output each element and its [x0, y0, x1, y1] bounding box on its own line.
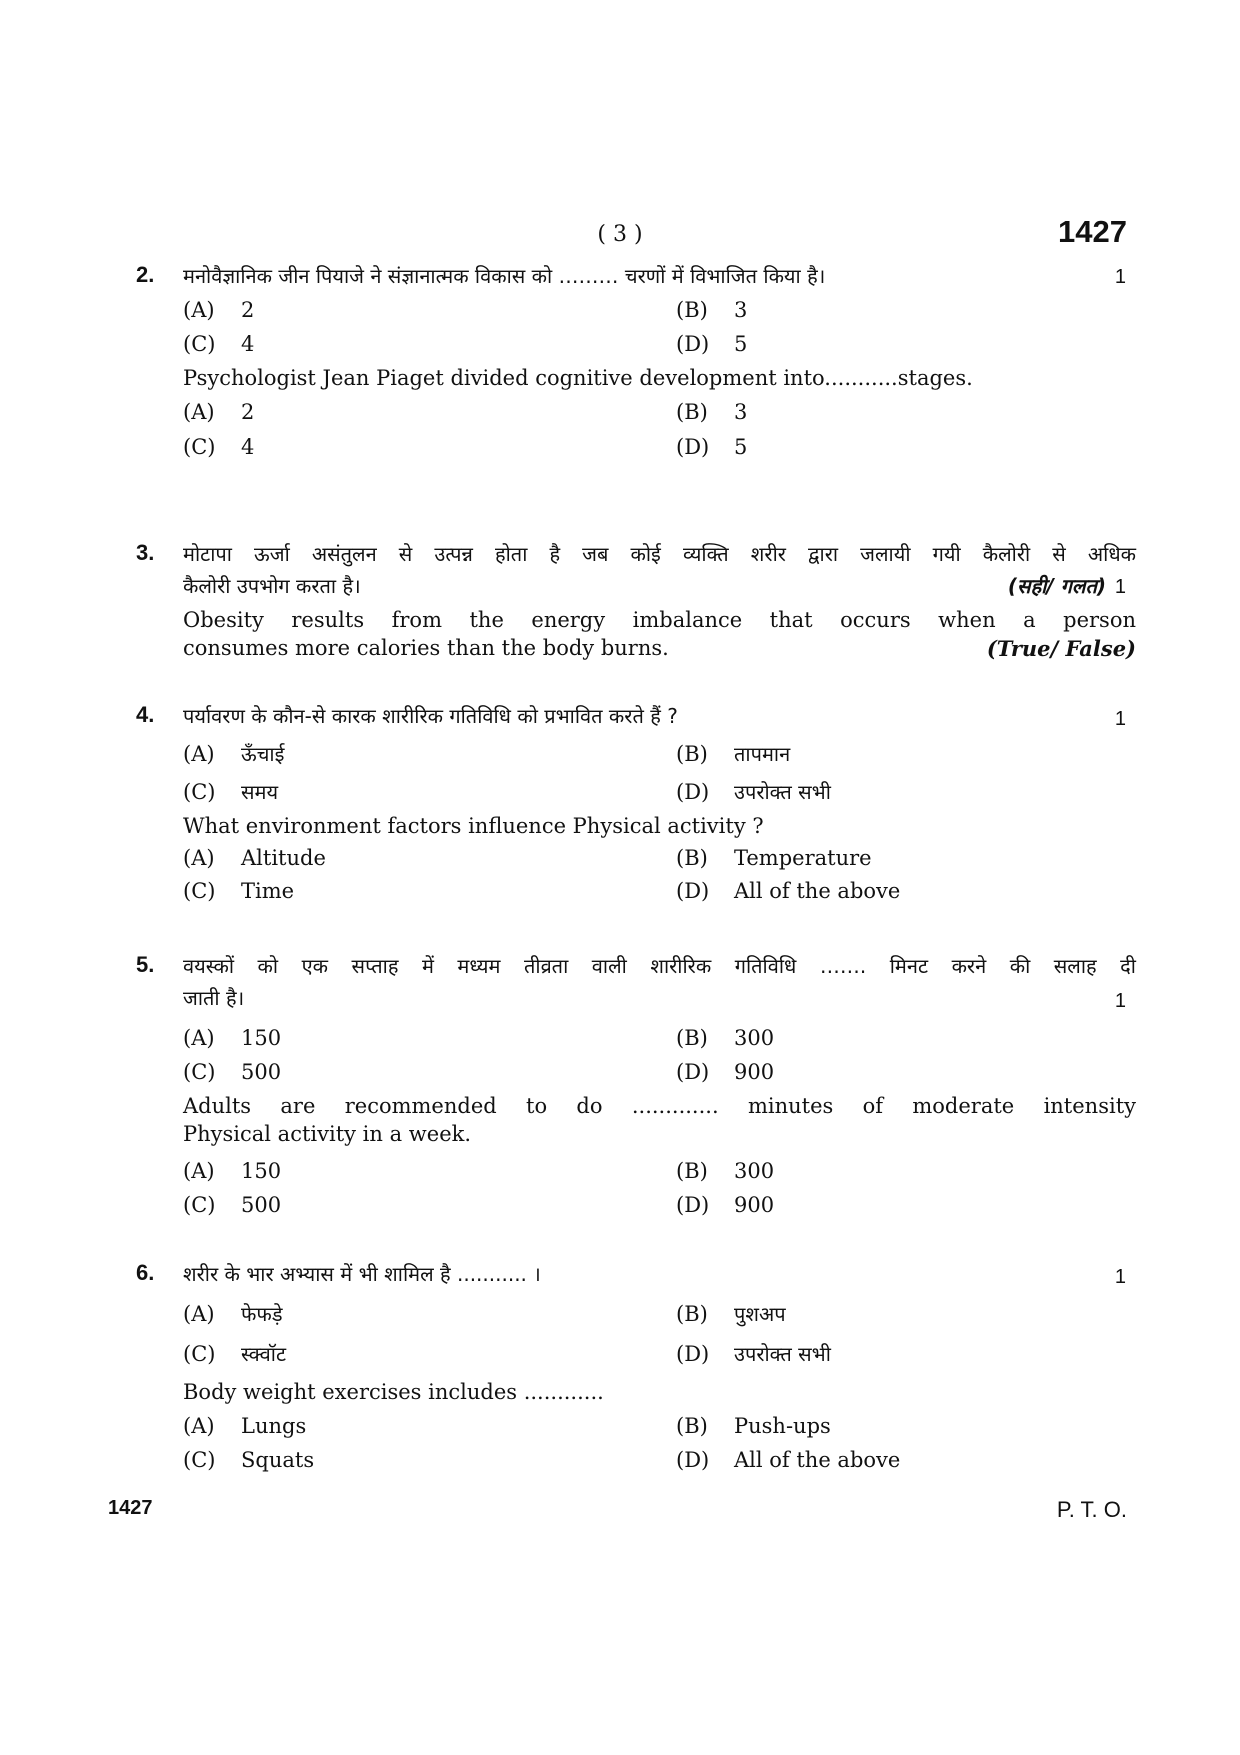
- question-text-english-line2: Physical activity in a week.: [183, 1122, 472, 1146]
- question-6: [136, 1258, 1136, 1488]
- option-d-hindi: (D) उपरोक्त सभी: [676, 780, 831, 804]
- question-text-english-line1: Adults are recommended to do ............. minutes of moderate intensity: [183, 1094, 1136, 1118]
- page-number: ( 3 ): [597, 222, 643, 247]
- question-text-english-line1: Obesity results from the energy imbalance that occurs when a person: [183, 608, 1136, 632]
- question-text-hindi: मनोवैज्ञानिक जीन पियाजे ने संज्ञानात्मक विकास को ……… चरणों में विभाजित किया है।: [183, 264, 826, 288]
- option-a-english: (A) 150: [183, 1159, 282, 1183]
- option-c-hindi: (C) समय: [183, 780, 279, 804]
- question-text-english: Body weight exercises includes ............: [183, 1380, 604, 1404]
- question-number: 4.: [136, 702, 155, 727]
- marks: 1: [1114, 708, 1126, 730]
- option-c-english: (C) Squats: [183, 1448, 315, 1472]
- true-false-hindi: (सही/ गलत): [1007, 574, 1106, 598]
- question-text-hindi: पर्यावरण के कौन-से कारक शारीरिक गतिविधि को प्रभावित करते हैं ?: [183, 704, 678, 728]
- question-number: 3.: [136, 540, 155, 565]
- marks: 1: [1114, 266, 1126, 288]
- option-a-english: (A) Lungs: [183, 1414, 307, 1438]
- option-d-hindi: (D) उपरोक्त सभी: [676, 1342, 831, 1366]
- option-b-hindi: (B) तापमान: [676, 742, 791, 766]
- question-text-english-line2: consumes more calories than the body burns.: [183, 636, 669, 660]
- question-text-hindi-line1: वयस्कों को एक सप्ताह में मध्यम तीव्रता वाली शारीरिक गतिविधि ……. मिनट करने की सलाह दी: [183, 954, 1136, 978]
- question-number: 5.: [136, 952, 155, 977]
- option-c-english: (C) 4: [183, 435, 255, 459]
- option-a-english: (A) Altitude: [183, 846, 326, 870]
- marks: 1: [1114, 1266, 1126, 1288]
- question-text-english: What environment factors influence Physical activity ?: [183, 814, 764, 838]
- option-a-hindi: (A) ऊँचाई: [183, 742, 285, 766]
- option-d-english: (D) All of the above: [676, 1448, 901, 1472]
- option-b-hindi: (B) पुशअप: [676, 1302, 786, 1326]
- option-d-english: (D) All of the above: [676, 879, 901, 903]
- option-d-english: (D) 900: [676, 1193, 775, 1217]
- question-number: 2.: [136, 262, 155, 287]
- question-text-hindi-line1: मोटापा ऊर्जा असंतुलन से उत्पन्न होता है जब कोई व्यक्ति शरीर द्वारा जलायी गयी कैलोरी से अधिक: [183, 542, 1136, 566]
- option-c-hindi: (C) 500: [183, 1060, 282, 1084]
- paper-code: 1427: [1058, 214, 1127, 249]
- footer-paper-code: 1427: [108, 1497, 153, 1519]
- question-text-hindi: शरीर के भार अभ्यास में भी शामिल है ........... ।: [183, 1262, 541, 1286]
- option-c-english: (C) Time: [183, 879, 295, 903]
- marks: 1: [1114, 576, 1126, 598]
- option-c-hindi: (C) 4: [183, 332, 255, 356]
- option-d-english: (D) 5: [676, 435, 748, 459]
- option-b-hindi: (B) 300: [676, 1026, 775, 1050]
- question-text-english: Psychologist Jean Piaget divided cognitive development into...........stages.: [183, 366, 973, 390]
- marks: 1: [1114, 990, 1126, 1012]
- question-3: [136, 538, 1136, 668]
- question-number: 6.: [136, 1260, 155, 1285]
- option-d-hindi: (D) 5: [676, 332, 748, 356]
- question-2: [136, 260, 1136, 500]
- option-b-english: (B) 3: [676, 400, 748, 424]
- option-b-english: (B) 300: [676, 1159, 775, 1183]
- option-c-hindi: (C) स्क्वॉट: [183, 1342, 287, 1366]
- question-4: [136, 700, 1136, 930]
- option-b-english: (B) Temperature: [676, 846, 872, 870]
- option-b-english: (B) Push-ups: [676, 1414, 831, 1438]
- question-text-hindi-line2: जाती है।: [183, 986, 245, 1010]
- option-c-english: (C) 500: [183, 1193, 282, 1217]
- option-a-english: (A) 2: [183, 400, 255, 424]
- true-false-english: (True/ False): [986, 636, 1136, 661]
- option-d-hindi: (D) 900: [676, 1060, 775, 1084]
- question-5: [136, 950, 1136, 1230]
- option-a-hindi: (A) 2: [183, 298, 255, 322]
- option-b-hindi: (B) 3: [676, 298, 748, 322]
- option-a-hindi: (A) फेफड़े: [183, 1302, 283, 1326]
- footer-pto: P. T. O.: [1056, 1497, 1127, 1522]
- option-a-hindi: (A) 150: [183, 1026, 282, 1050]
- question-text-hindi-line2: कैलोरी उपभोग करता है।: [183, 574, 361, 598]
